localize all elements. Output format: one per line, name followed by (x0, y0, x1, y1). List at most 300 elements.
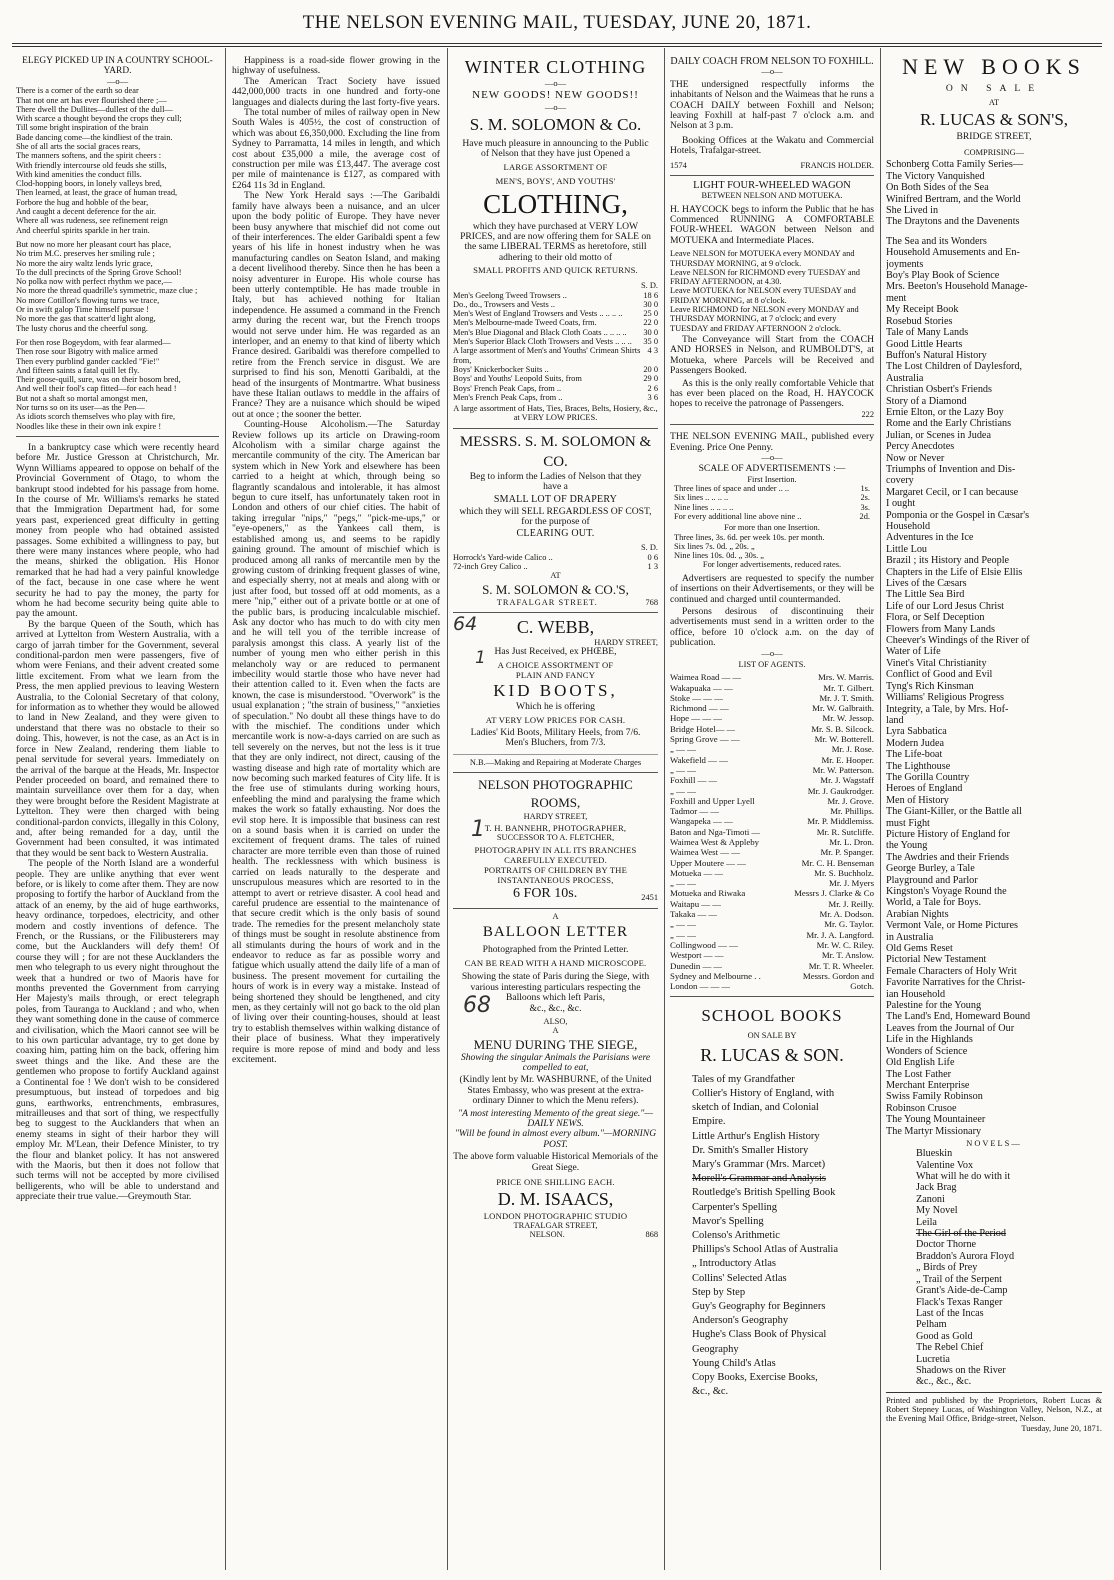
agent-name: Mr. T. Gilbert. (823, 682, 874, 693)
poem-stanza-1 (16, 86, 219, 235)
book-item: Brazil ; its History and People (886, 555, 1010, 567)
book-item: ment (886, 292, 907, 304)
book-item: Female Characters of Holy Writ (886, 965, 1017, 977)
book-item: Flora, or Self Deception (886, 612, 985, 624)
poem-line: Till some bright inspiration of the brain (16, 123, 149, 133)
poem-line: No trim M.C. preserves her smiling rule ; (16, 249, 155, 259)
agent-row (670, 765, 874, 775)
book-item: She Lived in (886, 205, 939, 217)
novel-list (886, 1148, 1102, 1388)
poem-line: No more Cotillon's flowing turns we trace, (16, 295, 160, 305)
book-item (886, 228, 1102, 236)
agent-place: „ — — (670, 919, 696, 930)
book-item: must Fight (886, 817, 930, 829)
price-row-label: Boys' Knickerbocker Suits .. (453, 364, 549, 374)
poem-line: But now no more her pleasant court has place, (16, 239, 172, 249)
agent-place: „ — — (670, 878, 696, 889)
price-row (453, 300, 658, 309)
ad-daily-coach: DAILY COACH FROM NELSON TO FOXHILL. —o— THE undersigned respectfully informs the inhabitants of Nelson and the Waimeas that he runs a COACH DAILY between Foxhill and Nelson; leaving Foxhill at half-past 7 o'clock a.m. and Nelson at 3 p.m. Booking Offices at the Wakatu and Commercial Hotels, Trafalgar-street. 1574 FRANCIS HOLDER. (670, 48, 874, 176)
agent-place: Stoke — — — (670, 692, 724, 703)
price-row-label: Men's Superior Black Cloth Trowsers and Vests .. .. .. (453, 337, 632, 347)
agents-list (670, 672, 874, 991)
price-row-value: 29 0 (643, 374, 658, 384)
agent-name: Mr. J. A. Langford. (806, 929, 874, 940)
price-row-label: Men's West of England Trowsers and Vests .. .. .. .. (453, 309, 623, 319)
agent-name: Mr. E. Hooper. (821, 754, 874, 765)
book-item: The Little Sea Bird (886, 589, 965, 601)
poem-line: Bade dancing come—the kindliest of the train. (16, 132, 173, 142)
book-item: Men of History (886, 794, 949, 806)
agent-place: Waitapu — — (670, 898, 722, 909)
book-item: Rome and the Early Christians (886, 418, 1012, 430)
book-item: „ Introductory Atlas (692, 1258, 776, 1270)
agent-place: „ — — (670, 785, 696, 796)
price-row-label: A large assortment of Men's and Youths' Crimean Shirts from, (453, 346, 641, 365)
price-row-value: 22 0 (643, 318, 658, 328)
novel-item: Lucretia (916, 1353, 950, 1365)
ad-title: WINTER CLOTHING (464, 57, 647, 77)
poem-line: No polka now with perfect rhythm we pace,— (16, 277, 172, 287)
novel-item: Shadows on the River (916, 1364, 1006, 1376)
handwritten-annotation: 1 (475, 647, 486, 668)
book-item: Household Amusements and En- (886, 247, 1020, 259)
rate-row-label: Nine lines .. .. .. .. (674, 502, 734, 512)
agent-place: Tadmor — — (670, 806, 720, 817)
column-1 (16, 48, 219, 1573)
agent-place: Foxhill — — (670, 775, 718, 786)
book-item: sketch of Indian, and Colonial (692, 1102, 819, 1114)
poem-line: Or in swift galop Time himself pursue ! (16, 305, 149, 315)
book-item: Tale of Many Lands (886, 327, 969, 339)
novel-item: Doctor Thorne (916, 1239, 977, 1251)
agent-name: Mr. J. Grove. (827, 795, 874, 806)
book-item: George Burley, a Tale (886, 863, 975, 875)
book-item: Margaret Cecil, or I can because (886, 486, 1019, 498)
book-item: Ernie Elton, or the Lazy Boy (886, 406, 1004, 418)
poem-line: That not one art has ever flourished there ;— (16, 95, 167, 105)
poem-line: With friendly intercourse old feuds she stills, (16, 160, 167, 170)
paragraph-garibaldi: The New York Herald says :—The Garibaldi family have always been a nuisance, and an ulcer upon the body politic of Europe. They have never been busy anywhere that mischief did not come out of their interferences. The elder Garibaldi spent a few years of his life in honest industry when he was manufacturing candles on Seaton Island, and making a decent livelihood thereby. Since then he has been a noisy adventurer in Europe. His whole course has been utterly contemptible. He has made trouble in Italy, but has achieved nothing for Italian independence. He assumed a command in the French army during the recent war, but the French troops would not serve under him. He was regarded as an interloper, and an enemy to that kind of liberty which France desired. Garibaldi was therefore compelled to retire from the French service in disgust. We are surprised to find his son, Menotti Garibaldi, at the head of the insurgents of Montmartre. What business have these Italian outlaws to meddle in the affairs of France? They are a nuisance which should be wiped out at once ; the sooner the better. (232, 190, 440, 420)
handwritten-annotation: 64 (453, 612, 478, 635)
agent-name: Mr. W. Galbraith. (812, 703, 874, 714)
book-item: Conflict of Good and Evil (886, 669, 993, 681)
agent-place: Motueka — — (670, 867, 724, 878)
book-item: Christian Osbert's Friends (886, 384, 992, 396)
rate-row-label: Six lines .. .. .. .. (674, 493, 729, 503)
agent-name: Mr. T. R. Wheeler. (808, 960, 874, 971)
price-row (453, 384, 658, 393)
book-item: Modern Judea (886, 737, 944, 749)
rate-line: Nine lines 10s. 0d. „ 30s. „ (674, 551, 765, 561)
timetable-line: Leave NELSON for RICHMOND every TUESDAY and FRIDAY AFTERNOON, at 4.30. (670, 267, 860, 287)
paragraph-bankruptcy: In a bankruptcy case which were recently heard before Mr. Justice Gresson at Christchurch, Mr. Wynn Williams appeared to oppose on behalf of the Provincial Government of Otago, to whom the bankrupt stood indebted for his passage from home. In the course of Mr. Williams's remarks he stated that the Immigration Department had, for some years past, experienced great difficulty in getting money from people who had obtained assisted passages. Some exhibited a willingness to pay, but there were many instances where people, who had the means, shirked the obligation. His Honor remarked that he had had a very painful knowledge of the fact, because in one case where he went security he had to pay the money, the party for whom he had become security being quite able to pay the amount. (16, 441, 219, 620)
book-item: Favorite Narratives for the Christ- (886, 977, 1026, 989)
poem-line: For then rose Bogeydom, with fear alarmed— (16, 337, 171, 347)
agent-name: Mr. W. Jessop. (822, 713, 874, 724)
book-item: Merchant Enterprise (886, 1079, 970, 1091)
book-item: Carpenter's Spelling (692, 1201, 777, 1213)
rate-row-value: 3s. (860, 502, 870, 512)
agent-place: Takaka — — (670, 909, 718, 920)
price-row-value: 2 6 (647, 383, 658, 393)
book-item: Tales of my Grandfather (692, 1073, 795, 1085)
imprint: Printed and published by the Proprietors, Robert Lucas & Robert Stepney Lucas, of Washington Valley, Nelson, N.Z., at the Evening Mail Office, Bridge-street, Nelson. Tuesday, June 20, 1871. (886, 1392, 1102, 1433)
book-item: The Awdries and their Friends (886, 851, 1009, 863)
book-item: Morell's Grammar and Analysis (692, 1173, 826, 1185)
price-row (453, 291, 658, 300)
poem-line: Their goose-quill, sure, was on their bosom bred, (16, 375, 181, 385)
novel-item: Last of the Incas (916, 1307, 984, 1319)
book-item: Picture History of England for (886, 828, 1010, 840)
agent-place: „ — — (670, 764, 696, 775)
agent-name: Mr. J. Reilly. (828, 898, 874, 909)
book-item: Integrity, a Tale, by Mrs. Hof- (886, 703, 1009, 715)
agent-row (670, 683, 874, 693)
rate-row-label: For every additional line above nine .. (674, 511, 802, 521)
novel-item: Grant's Aide-de-Camp (916, 1285, 1008, 1297)
rate-line: Six lines 7s. 0d. „ 20s. „ (674, 541, 755, 551)
agent-place: Baton and Nga-Timoti — (670, 826, 761, 837)
agent-row (670, 919, 874, 929)
novel-item: Blueskin (916, 1148, 953, 1160)
paragraph-alcoholism: Counting-House Alcoholism.—The Saturday Review follows up its article on Drawing-room Alcoholism with a similar charge against the mercantile community of the city. The American bar system which in New York and elsewhere has been carried to a height at which, through being so flagrantly scandalous and intolerable, it has almost begun to cure itself, has unfortunately taken root in London and others of our chief cities. The habit of taking irregular "nips," "pegs," "pick-me-ups," or "eye-openers," as the Yankees call them, is established among us, and seems to be rapidly gaining ground. The amount of mischief which is produced among all ranks of mercantile men by the growing custom of drinking frequent glasses of wine, and especially sherry, not at meals and along with or just after food, but tossed off at odd moments, as a mere "nip," either out of a private bottle or at one of the public bars, is producing incalculable mischief. Ask any doctor who has much to do with city men and he will tell you of the terrible increase of paralysis amongst this class. A yearly list of the number of young men who either perish in this melancholy way or are reduced to permanent imbecility would startle those who have never had their attention called to it. Even when the facts are known, the case is misunderstood. "Overwork" is the usual explanation ; "the strain of business," "anxieties of speculation." No doubt all these things have to do with the mischief. The conditions under which mercantile work is now-a-days carried on are such as tell severely on the nerves, but not the less is it true that they are only indirect, not direct, causing of the wasting disease and high rate of mortality which are now becoming such marked features of City life. It is the free use of stimulants during working hours, enfeebling the mind and paralysing the frame which makes the work so fatally exhausting. Nor does the evil stop here. It is impossible that business can rest on a sound basis when it is carried on under the excitement of frequent drams. The tales of ruined character are more terrible even than those of ruined health. The recklessness with which business is carried on leads naturally to the desperate and unscrupulous measures which are resorted to in the attempt to avert or retrieve disaster. A cool head and careful prudence are essential to the maintenance of that secure credit which is the only basis of sound trade. The remedies for the present melancholy state of things must be sought in resolute abstinence from all stimulants during the hours of work and in the endeavor to reduce as far as possible worry and fatigue which usually attend the daily life of a man of business. The present movement for curtailing the hours of work is in every way a mistake. Instead of being shortened they should be lengthened, and city men, as they certainly will not go back to the old plan of living over their counting-houses, should at least try to establish themselves within walking distance of their place of business. What they imperatively require is more repose of mind and body and less excitement. (232, 419, 440, 1065)
agent-row (670, 899, 874, 909)
agent-place: Wangapeka — — (670, 816, 733, 827)
column-5: NEW BOOKS ON SALE AT R. LUCAS & SON'S, BRIDGE STREET, COMPRISING— Schonberg Cotta Family Series— The Victory Vanquished On Both Sides of the Sea Winifred Bertram, and the World She Lived in The Draytons and the Davenents The Sea and its Wonders Household Amusements and En- joyments Boy's Play Book of Science Mrs. Beeton's Household Manage- ment My Receipt Book Rosebud Stories Tale of Many Lands Good Little Hearts Buffon's Natural History The Lost Children of Daylesford, Australia Christian Osbert's Friends Story of a Diamond Ernie Elton, or the Lazy Boy Rome and the Early Christians Julian, or Scenes in Judea Percy Anecdotes Now or Never Triumphs of Invention and Dis- covery Margaret Cecil, or I can because I ought Pomponia or the Gospel in Cæsar's Household Adventures in the Ice Little Lou Brazil ; its History and People Chapters in the Life of Elsie Ellis Lives of the Cæsars The Little Sea Bird Life of our Lord Jesus Christ Flora, or Self Deception Flowers from Many Lands Cheever's Windings of the River of Water of Life Vinet's Vital Christianity Conflict of Good and Evil Tyng's Rich Kinsman Williams' Religious Progress Integrity, a Tale, by Mrs. Hof- land Lyra Sabbatica Modern Judea The Life-boat The Lighthouse The Gorilla Country Heroes of England Men of History The Giant-Killer, or the Battle all must Fight Picture History of England for the Young The Awdries and their Friends George Burley, a Tale Playground and Parlor Kingston's Voyage Round the World, a Tale for Boys. Arabian Nights Vermont Vale, or Home Pictures in Australia Old Gems Reset Pictorial New Testament Female Characters of Holy Writ Favorite Narratives for the Christ- ian Household Palestine for the Young The Land's End, Homeward Bound Leaves from the Journal of Our Life in the Highlands Wonders of Science Old English Life The Lost Father Merchant Enterprise Swiss Family Robinson Robinson Crusoe The Young Mountaineer The Martyr Missionary NOVELS— Blueskin Valentine Vox What will he do with it Jack Brag Zanoni My Novel Leila The Girl of the Period Doctor Thorne Braddon's Aurora Floyd „ Birds of Prey „ Trail of the Serpent Grant's Aide-de-Camp Flack's Texas Ranger Last of the Incas Pelham Good as Gold The Rebel Chief Lucretia Shadows on the River &c., &c., &c. Printed and published by the Proprietors, Robert Lucas & Robert Stepney Lucas, of Washington Valley, Nelson, N.Z., at the Evening Mail Office, Bridge-street, Nelson. Tuesday, June 20, 1871. (886, 54, 1102, 1433)
agent-row (670, 713, 874, 723)
book-item: World, a Tale for Boys. (886, 897, 982, 909)
book-item: Percy Anecdotes (886, 441, 955, 453)
masthead: THE NELSON EVENING MAIL, TUESDAY, JUNE 20, 1871. (302, 12, 812, 33)
ad-photographic-rooms: NELSON PHOTOGRAPHIC ROOMS, HARDY STREET, T. H. BANNEHR, PHOTOGRAPHER, SUCCESSOR TO A. FLETCHER, PHOTOGRAPHY IN ALL ITS BRANCHES CAREFULLY EXECUTED. PORTRAITS OF CHILDREN BY THE INSTANTANEOUS PROCESS, 6 FOR 10s. 2451 1 (453, 773, 658, 909)
price-row-label: Men's Melbourne-made Tweed Coats, frm. (453, 318, 597, 328)
poem-line: And cheerful spirits sparkle in her train. (16, 225, 150, 235)
agent-name: Mr. T. Anslow. (821, 950, 874, 961)
book-item: The Giant-Killer, or the Battle all (886, 806, 1022, 818)
price-row-label: Boys' French Peak Caps, from .. (453, 383, 562, 393)
book-item: Little Arthur's English History (692, 1130, 820, 1142)
agent-row (670, 734, 874, 744)
rate-row-value: 2s. (860, 493, 870, 503)
book-item: Arabian Nights (886, 908, 949, 920)
book-item: Step by Step (692, 1286, 746, 1298)
rate-row-value: 2d. (859, 511, 870, 521)
handwritten-annotation: 1 (471, 817, 485, 843)
book-item: Phillips's School Atlas of Australia (692, 1244, 838, 1256)
price-row-value: 25 0 (643, 309, 658, 319)
price-row (453, 346, 658, 365)
price-row-value: 35 0 (643, 337, 658, 347)
rate-line: Three lines, 3s. 6d. per week 10s. per month. (674, 532, 825, 542)
agent-row (670, 775, 874, 785)
book-item: Chapters in the Life of Elsie Ellis (886, 566, 1023, 578)
column-divider (664, 48, 665, 1570)
novel-item: Pelham (916, 1319, 947, 1331)
book-item: Australia (886, 372, 924, 384)
rate-row (674, 503, 870, 512)
book-item: the Young (886, 840, 928, 852)
book-item: Old Gems Reset (886, 943, 953, 955)
book-item: Schonberg Cotta Family Series— (886, 159, 1024, 171)
book-item: Lyra Sabbatica (886, 726, 947, 738)
timetable-line: Leave NELSON for MOTUEKA every MONDAY and THURSDAY MORNING, at 9 o'clock. (670, 249, 855, 268)
book-item: Lives of the Cæsars (886, 578, 967, 590)
agent-place: Foxhill and Upper Lyell (670, 795, 755, 806)
agent-place: Westport — — (670, 950, 724, 961)
rate-row (674, 512, 870, 521)
agent-row (670, 981, 874, 991)
poem-line: The manners softens, and the spirit cheers : (16, 151, 162, 161)
column-divider (447, 48, 448, 1570)
ad-four-wheeled-wagon: LIGHT FOUR-WHEELED WAGON BETWEEN NELSON AND MOTUEKA. H. HAYCOCK begs to inform the Public that he has Commenced RUNNING A COMFORTABLE FOUR-WHEEL WAGON between Nelson and MOTUEKA and Intermediate Places. Leave NELSON for MOTUEKA every MONDAY and THURSDAY MORNING, at 9 o'clock. Leave NELSON for RICHMOND every TUESDAY and FRIDAY AFTERNOON, at 4.30. Leave MOTUEKA for NELSON every TUESDAY and FRIDAY MORNING, at 8 o'clock. Leave RICHMOND for NELSON every MONDAY and THURSDAY MORNING, at 7 o'clock; and every TUESDAY and FRIDAY AFTERNOON 2 o'clock. The Conveyance will Start from the COACH AND HORSES in Nelson, and RUMBOLDT'S, at Motueka, where Parcels will be Received and Passengers Booked. As this is the only really comfortable Vehicle that has ever been placed on the Road, H. HAYCOCK hopes to receive the patronage of Passengers. 222 (670, 176, 874, 425)
book-item: I ought (886, 498, 916, 510)
ad-winter-clothing: WINTER CLOTHING —o— NEW GOODS! NEW GOODS!! —o— S. M. SOLOMON & Co. Have much pleasure in announcing to the Public of Nelson that they have just Opened a LARGE ASSORTMENT OF MEN'S, BOYS', AND YOUTHS' CLOTHING, which they have purchased at VERY LOW PRICES, and are now offering them for SALE on the same LIBERAL TERMS as heretofore, still adhering to their old motto of SMALL PROFITS AND QUICK RETURNS. S. D. Men's Geelong Tweed Trowsers .. 18 6 Do., do., Trowsers and Vests .. 30 0 Men's West of England Trowsers and Vests .. .. .. .. 25 0 Men's Melbourne-made Tweed Coats, frm. 22 0 Men's Blue Diagonal and Black Cloth Coats .. .. .. .. 30 0 Men's Superior Black Cloth Trowsers and Vests .. .. .. 35 0 A large assortment of Men's and Youths' Crimean Shirts from, 4 3 Boys' Knickerbocker Suits .. 20 0 Boys' and Youths' Leopold Suits, from 29 0 Boys' French Peak Caps, from .. 2 6 Men's French Peak Caps, from .. 3 6 A large assortment of Hats, Ties, Braces, Belts, Hosiery, &c., at VERY LOW PRICES. (453, 48, 658, 429)
book-item: My Receipt Book (886, 304, 959, 316)
agent-name: Mr. J. Myers (829, 878, 874, 889)
agent-place: Richmond — — (670, 703, 729, 714)
book-item: Collier's History of England, with (692, 1087, 835, 1099)
agent-name: Messrs J. Clarke & Co (794, 888, 874, 899)
agent-name: Mr. J. Gaukrodger. (807, 785, 874, 796)
poem-title: ELEGY PICKED UP IN A COUNTRY SCHOOL-YARD. (22, 56, 213, 77)
agent-place: Sydney and Melbourne . . (670, 970, 761, 981)
column-4 (670, 48, 874, 1573)
book-item: Empire. (692, 1116, 726, 1128)
column-3 (453, 48, 658, 1573)
column-divider (225, 48, 226, 1570)
book-item: Buffon's Natural History (886, 349, 987, 361)
book-item: Vinet's Vital Christianity (886, 657, 987, 669)
timetable-line: Leave MOTUEKA for NELSON every TUESDAY and FRIDAY MORNING, at 8 o'clock. (670, 286, 856, 305)
agent-row (670, 837, 874, 847)
ad-balloon-letter: A BALLOON LETTER Photographed from the Printed Letter. CAN BE READ WITH A HAND MICROSCOPE. Showing the state of Paris during the Siege, with various interesting particulars respecting the Balloons which left Paris, &c., &c., &c. ALSO, A MENU DURING THE SIEGE, Showing the singular Animals the Parisians were compelled to eat, (Kindly lent by Mr. WASHBURNE, of the United States Embassy, who was present at the extra-ordinary Dinner to which the Menu refers). "A most interesting Memento of the great siege."—DAILY NEWS. "Will be found in almost every album."—MORNING POST. The above form valuable Historical Memorials of the Great Siege. PRICE ONE SHILLING EACH. D. M. ISAACS, LONDON PHOTOGRAPHIC STUDIO TRAFALGAR STREET, NELSON. 868 68 (453, 911, 658, 1240)
book-item: Adventures in the Ice (886, 532, 974, 544)
agent-name: Mr. A. Dodson. (819, 909, 874, 920)
price-row (453, 328, 658, 337)
price-row-value: 4 3 (647, 346, 658, 356)
book-item: Swiss Family Robinson (886, 1091, 983, 1103)
book-item: Julian, or Scenes in Judea (886, 429, 991, 441)
poem-line: As idiots scorch themselves who play with fire, (16, 412, 176, 422)
book-item: Heroes of England (886, 783, 963, 795)
book-item: Guy's Geography for Beginners (692, 1300, 826, 1312)
price-row-value: 30 0 (643, 299, 658, 309)
book-item: Mary's Grammar (Mrs. Marcet) (692, 1158, 826, 1170)
poem-line: There is a corner of the earth so dear (16, 86, 139, 96)
agent-place: Waimea West — — (670, 847, 741, 858)
poem-line: Nor turns so on its user—as the Pen— (16, 403, 145, 413)
agent-place: Bridge Hotel— — (670, 723, 736, 734)
book-item: Palestine for the Young (886, 1000, 982, 1012)
agent-row (670, 950, 874, 960)
novel-item: The Rebel Chief (916, 1342, 984, 1354)
poem-line: Where all was rudeness, see refinement reign (16, 216, 168, 226)
price-row-value: 3 6 (647, 392, 658, 402)
agent-row (670, 786, 874, 796)
poem-line: With scarce a thought beyond the crops they cull; (16, 114, 182, 124)
book-item: Now or Never (886, 452, 945, 464)
book-item: covery (886, 475, 914, 487)
ad-school-books: SCHOOL BOOKS ON SALE BY R. LUCAS & SON. Tales of my Grandfather Collier's History of England, with sketch of Indian, and Colonial Empire. Little Arthur's English History Dr. Smith's Smaller History Mary's Grammar (Mrs. Marcet) Morell's Grammar and Analysis Routledge's British Spelling Book Carpenter's Spelling Mavor's Spelling Colenso's Arithmetic Phillips's School Atlas of Australia „ Introductory Atlas Collins' Selected Atlas Step by Step Guy's Geography for Beginners Anderson's Geography Hughe's Class Book of Physical Geography Young Child's Atlas Copy Books, Exercise Books, &c., &c. (670, 1005, 874, 1399)
book-item: Water of Life (886, 646, 941, 658)
poem-line: Then every purblind gander cackled "Fie!" (16, 356, 160, 366)
price-row-label: Do., do., Trowsers and Vests .. (453, 299, 555, 309)
book-item: The Land's End, Homeward Bound (886, 1011, 1031, 1023)
agent-name: Gotch. (850, 981, 874, 992)
agent-name: Mr. J. T. Smith. (819, 692, 874, 703)
agent-row (670, 744, 874, 754)
agent-name: Mr. Phillips. (830, 806, 874, 817)
book-item: Mavor's Spelling (692, 1215, 764, 1227)
poem-line: And fifteen saints a fatal quill let fly. (16, 365, 140, 375)
poem-stanza-3 (16, 338, 219, 431)
book-item: Hughe's Class Book of Physical (692, 1329, 827, 1341)
novel-item: Flack's Texas Ranger (916, 1296, 1003, 1308)
book-item: Good Little Hearts (886, 338, 963, 350)
agent-row (670, 847, 874, 857)
book-item: Boy's Play Book of Science (886, 270, 1000, 282)
agent-row (670, 858, 874, 868)
book-item: Old English Life (886, 1057, 955, 1069)
book-item: The Gorilla Country (886, 771, 970, 783)
book-item: Young Child's Atlas (692, 1357, 776, 1369)
column-divider (880, 48, 881, 1570)
novel-item: „ Trail of the Serpent (916, 1273, 1003, 1285)
agent-name: Mr. J. Rose. (831, 744, 874, 755)
poem-line: Noodles like these in their own ink expire ! (16, 421, 162, 431)
price-row-label: Boys' and Youths' Leopold Suits, from (453, 374, 582, 384)
agent-place: Dunedin — — (670, 960, 723, 971)
book-item: Winifred Bertram, and the World (886, 193, 1021, 205)
agent-place: Collingwood — — (670, 939, 738, 950)
poem-line: No more the gas that scatter'd light along, (16, 314, 156, 324)
poem-line: Forbore the hug and hobble of the bear, (16, 197, 149, 207)
price-row (453, 374, 658, 383)
book-item: &c., &c. (692, 1386, 729, 1398)
price-row (453, 318, 658, 327)
agent-row (670, 930, 874, 940)
agent-place: „ — — (670, 929, 696, 940)
book-item: Mrs. Beeton's Household Manage- (886, 281, 1028, 293)
price-row-label: Men's Geelong Tweed Trowsers .. (453, 290, 567, 300)
price-row (453, 365, 658, 374)
masthead-rule (12, 43, 1102, 44)
agent-name: Mr. P. Spanger. (820, 847, 874, 858)
agent-name: Mr. C. H. Benseman (801, 857, 874, 868)
book-item: Dr. Smith's Smaller History (692, 1144, 809, 1156)
poem-line: But not a shaft so mortal amongst men, (16, 393, 148, 403)
book-item: Robinson Crusoe (886, 1102, 957, 1114)
price-row-label: Men's French Peak Caps, from .. (453, 392, 563, 402)
book-item: The Sea and its Wonders (886, 235, 987, 247)
book-item: Rosebud Stories (886, 315, 953, 327)
price-row-label: 72-inch Grey Calico .. (453, 561, 528, 571)
agent-row (670, 806, 874, 816)
agent-name: Mrs. W. Marris. (818, 672, 874, 683)
book-item: The Young Mountaineer (886, 1114, 986, 1126)
poem-line: Then rose sour Bigotry with malice armed (16, 347, 158, 357)
agent-row (670, 909, 874, 919)
agent-name: Mr. W. C. Riley. (816, 939, 874, 950)
poem-line: There dwell the Dullites—dullest of the dull— (16, 104, 173, 114)
price-row-value: 20 0 (643, 364, 658, 374)
price-row (453, 309, 658, 318)
book-item: Copy Books, Exercise Books, (692, 1372, 818, 1383)
agent-row (670, 796, 874, 806)
agent-row (670, 971, 874, 981)
timetable-line: Leave RICHMOND for NELSON every MONDAY and THURSDAY MORNING, at 7 o'clock; and every TUESDAY and FRIDAY AFTERNOON 2 o'clock. (670, 305, 859, 333)
agent-place: „ — — (670, 744, 696, 755)
price-row (453, 393, 658, 402)
book-item: Flowers from Many Lands (886, 623, 995, 635)
agent-row (670, 888, 874, 898)
price-row-value: 0 6 (647, 552, 658, 562)
book-item: The Martyr Missionary (886, 1125, 982, 1137)
novel-item: My Novel (916, 1205, 958, 1217)
novel-item: Braddon's Aurora Floyd (916, 1250, 1015, 1262)
agent-row (670, 724, 874, 734)
book-item: Pictorial New Testament (886, 954, 987, 966)
book-item: The Life-boat (886, 749, 943, 761)
price-row (453, 562, 658, 571)
agent-row (670, 940, 874, 950)
book-item: Triumphs of Invention and Dis- (886, 463, 1016, 475)
agent-row (670, 878, 874, 888)
poem-line: No more the airy waltz lends lyric grace, (16, 258, 153, 268)
novel-item: Jack Brag (916, 1182, 957, 1194)
paragraph-tract-society: The American Tract Society have issued 442,000,000 tracts in one hundred and forty-one languages and dialects during the last forty-five years. (232, 75, 440, 108)
book-item: Williams' Religious Progress (886, 692, 1005, 704)
agent-place: London — — — (670, 981, 731, 992)
agent-row (670, 703, 874, 713)
poem-line: Clod-hopping boors, in lonely valleys bred, (16, 179, 162, 189)
novel-item: „ Birds of Prey (916, 1262, 978, 1274)
price-row-value: 18 6 (643, 290, 658, 300)
paragraph-happiness: Happiness is a road-side flower growing in the highway of usefulness. (232, 55, 440, 77)
column-2 (232, 48, 440, 1573)
agent-place: Hope — — — (670, 713, 723, 724)
book-item: Life in the Highlands (886, 1034, 973, 1046)
novel-item: Leila (916, 1216, 937, 1228)
book-item: The Lost Father (886, 1068, 952, 1080)
price-list (453, 291, 658, 403)
price-row-value: 30 0 (643, 327, 658, 337)
agent-row (670, 961, 874, 971)
book-item: Routledge's British Spelling Book (692, 1187, 836, 1199)
agent-name: Mr. W. Patterson. (812, 764, 874, 775)
book-item: Tyng's Rich Kinsman (886, 680, 974, 692)
agent-name: Mr. L. Dron. (829, 836, 874, 847)
agent-place: Waimea West & Appleby (670, 836, 760, 847)
masthead-rule-2 (12, 46, 1102, 47)
book-item: Colenso's Arithmetic (692, 1229, 780, 1241)
school-book-list (670, 1073, 874, 1400)
agent-name: Messrs. Gordon and (802, 970, 874, 981)
book-item: The Victory Vanquished (886, 170, 985, 182)
book-item: joyments (886, 258, 924, 270)
price-row-label: Men's Blue Diagonal and Black Cloth Coats .. .. .. .. (453, 327, 627, 337)
novel-item: &c., &c., &c. (916, 1376, 972, 1388)
agent-name: Mr. P. Middlemiss. (807, 816, 874, 827)
novel-item: Zanoni (916, 1193, 945, 1205)
agent-name: Mr. W. Botterell. (814, 734, 874, 745)
paragraph-barque: By the barque Queen of the South, which has arrived at Lyttelton from Western Australia, with a cargo of jarrah timber for the Government, several conditional-pardon men were passengers, five of whom were Fenians, and their advent created some little excitement. From what we learn from the Press, the men applied previous to leaving Western Australia, to the Colonial Secretary of that colony, for information as to whether they would be allowed to land in New Zealand, and they were given to understand that there was no obstacle to their so doing. This, however, is not the case, as an Act is in force in New Zealand, rendering them liable to penal servitude for several years. Immediately on the arrival of the barque at the Heads, Mr. Inspector Pender proceeded on board, and remained there to maintain surveillance over them for a day, when they were brought before the Resident Magistrate at Lyttelton. They were then charged with being conditional-pardon convicts, illegally in this Colony, and, after being remanded for a day, until the Government had been consulted, it was intimated that they would be sent back to Western Australia. (16, 618, 219, 859)
agent-place: Motueka and Riwaka (670, 888, 746, 899)
poem-line: Then learned, at least, the grace of human tread, (16, 188, 178, 198)
book-item: The Lost Children of Daylesford, (886, 361, 1023, 373)
separator: —o— (106, 75, 129, 86)
price-row (453, 553, 658, 562)
